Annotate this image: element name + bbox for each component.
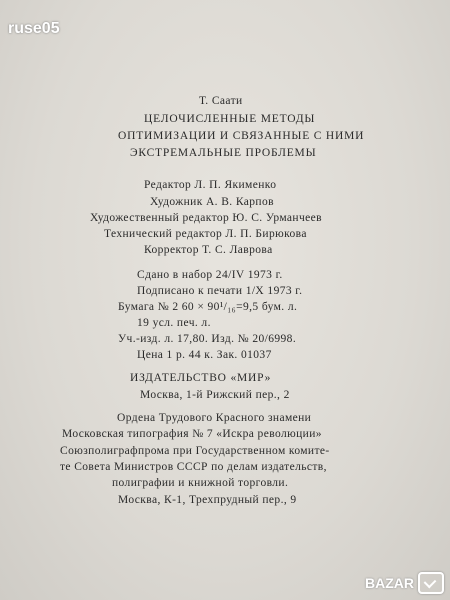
title-line-1: ЦЕЛОЧИСЛЕННЫЕ МЕТОДЫ — [144, 113, 316, 125]
publisher-address: Москва, 1-й Рижский пер., 2 — [140, 389, 290, 401]
printer-line-3: Союзполиграфпрома при Государственном комите- — [60, 445, 330, 457]
bazar-logo — [365, 572, 444, 594]
printer-line-2: Московская типография № 7 «Искра революции» — [62, 428, 322, 440]
credit-tech-editor: Технический редактор Л. П. Бирюкова — [104, 228, 307, 240]
print-submitted: Сдано в набор 24/IV 1973 г. — [137, 269, 283, 281]
checkmark-icon — [418, 572, 444, 594]
print-signed: Подписано к печати 1/X 1973 г. — [137, 285, 303, 297]
print-paper: Бумага № 2 60 × 90¹/₁₆=9,5 бум. л. — [118, 301, 298, 313]
print-price: Цена 1 р. 44 к. Зак. 01037 — [137, 349, 272, 361]
printer-line-6: Москва, К-1, Трехпрудный пер., 9 — [118, 494, 297, 506]
logo-text: BAZAR — [365, 575, 414, 591]
print-sheets: 19 усл. печ. л. — [137, 317, 211, 329]
watermark: ruse05 — [8, 20, 60, 37]
credit-proofreader: Корректор Т. С. Лаврова — [144, 244, 273, 256]
title-line-3: ЭКСТРЕМАЛЬНЫЕ ПРОБЛЕМЫ — [130, 147, 317, 159]
credit-artist: Художник А. В. Карпов — [150, 196, 274, 208]
printer-line-1: Ордена Трудового Красного знамени — [117, 412, 312, 424]
credit-art-editor: Художественный редактор Ю. С. Урманчеев — [90, 212, 322, 224]
printer-line-4: те Совета Министров СССР по делам издательств, — [60, 461, 327, 473]
printer-line-5: полиграфии и книжной торговли. — [112, 477, 289, 489]
author: Т. Саати — [199, 95, 243, 107]
credit-editor: Редактор Л. П. Якименко — [144, 179, 277, 191]
publisher: ИЗДАТЕЛЬСТВО «МИР» — [130, 372, 272, 384]
print-publishing-sheets: Уч.-изд. л. 17,80. Изд. № 20/6998. — [118, 333, 297, 345]
title-line-2: ОПТИМИЗАЦИИ И СВЯЗАННЫЕ С НИМИ — [118, 130, 365, 142]
